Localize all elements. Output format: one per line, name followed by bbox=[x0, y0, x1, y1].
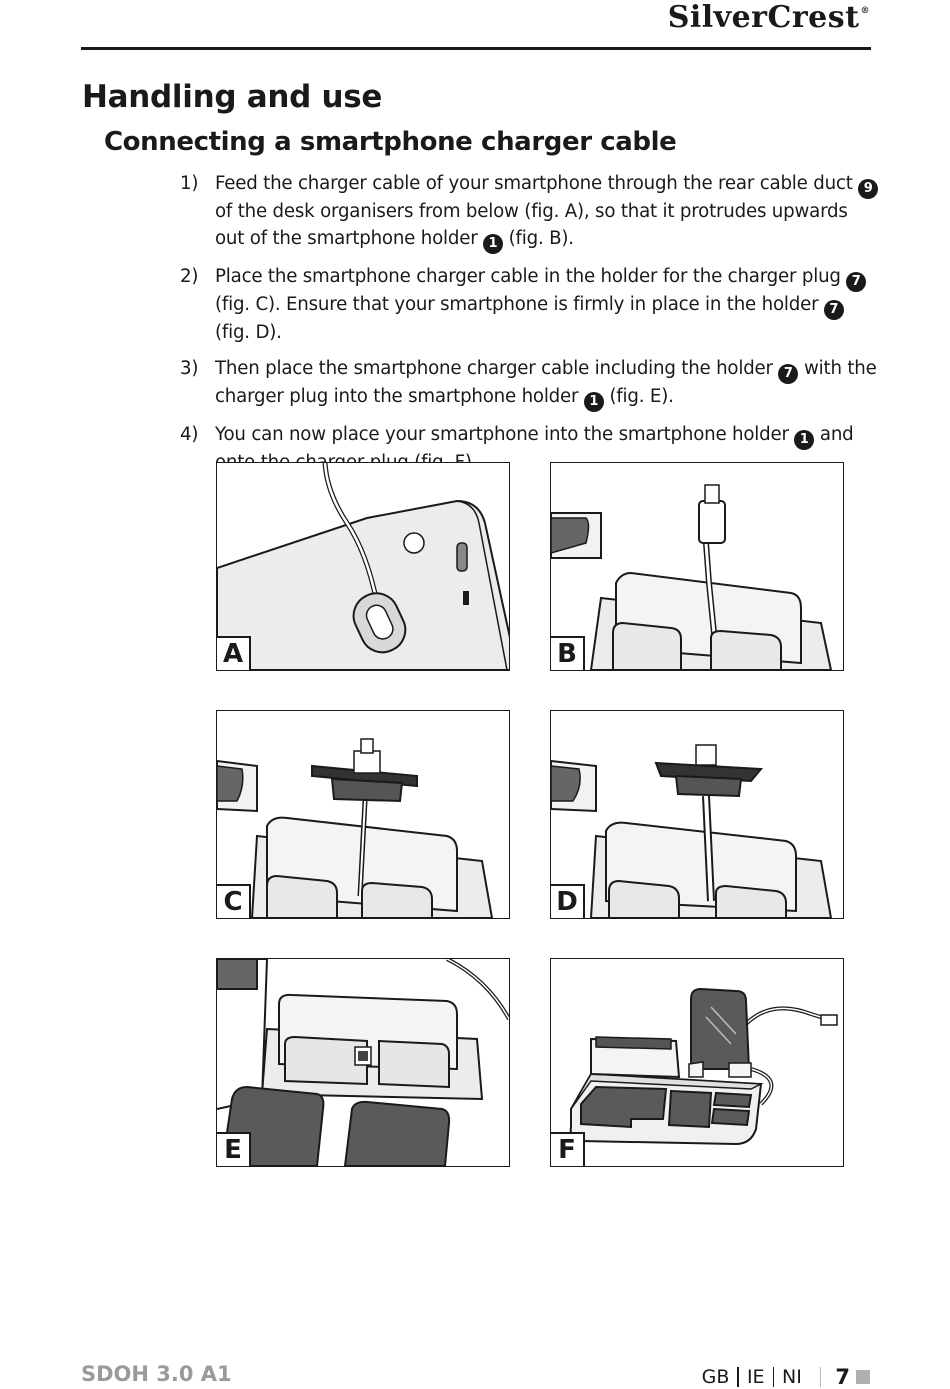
figure-f-illustration bbox=[551, 959, 843, 1166]
step-3: 3) Then place the smartphone charger cable including the holder 7 with the charger plug into the smartphone holder 1 (fig. E). bbox=[180, 356, 880, 412]
header-rule bbox=[81, 47, 871, 50]
figure-f bbox=[550, 958, 844, 1167]
figure-c bbox=[216, 710, 510, 919]
part-reference-badge: 7 bbox=[778, 364, 798, 384]
figure-c-illustration bbox=[217, 711, 509, 918]
footer-nav bbox=[702, 1365, 870, 1389]
lang-gb: GB bbox=[701, 1366, 730, 1388]
figure-e bbox=[216, 958, 510, 1167]
figure-label: E bbox=[217, 1132, 251, 1166]
divider bbox=[820, 1367, 822, 1387]
model-number: SDOH 3.0 A1 bbox=[81, 1362, 232, 1386]
figure-b-illustration bbox=[551, 463, 843, 670]
figure-b bbox=[550, 462, 844, 671]
part-reference-badge: 7 bbox=[846, 272, 866, 292]
step-number: 2) bbox=[180, 265, 199, 287]
part-reference-badge: 1 bbox=[794, 430, 814, 450]
figure-e-illustration bbox=[217, 959, 509, 1166]
step-number: 1) bbox=[180, 173, 199, 194]
page-number: 7 bbox=[835, 1365, 850, 1389]
subsection-title: Connecting a smartphone charger cable bbox=[104, 127, 677, 157]
section-title: Handling and use bbox=[82, 79, 383, 115]
figure-label: F bbox=[551, 1132, 585, 1166]
brand-logo bbox=[668, 0, 870, 35]
step-number: 4) bbox=[180, 424, 199, 445]
lang-ni: NI bbox=[782, 1366, 802, 1388]
part-reference-badge: 1 bbox=[483, 234, 503, 254]
figure-d-illustration bbox=[551, 711, 843, 918]
instruction-steps bbox=[180, 171, 880, 487]
part-reference-badge: 7 bbox=[824, 300, 844, 320]
divider bbox=[773, 1367, 775, 1387]
figure-a bbox=[216, 462, 510, 671]
step-number: 3) bbox=[180, 358, 199, 379]
figure-label: B bbox=[551, 636, 585, 670]
figure-d bbox=[550, 710, 844, 919]
figure-label: D bbox=[551, 884, 585, 918]
lang-ie: IE bbox=[746, 1366, 765, 1388]
figure-a-illustration bbox=[217, 463, 509, 670]
part-reference-badge: 1 bbox=[584, 392, 604, 412]
step-2: 2) Place the smartphone charger cable in the holder for the charger plug 7 (fig. C). Ensure that your smartphone is firmly in place in the holder 7 (fig. D). bbox=[180, 264, 880, 347]
registered-mark: ® bbox=[860, 6, 870, 16]
divider bbox=[737, 1367, 739, 1387]
figure-label: C bbox=[217, 884, 251, 918]
step-1: 1) Feed the charger cable of your smartphone through the rear cable duct 9 of the desk organisers from below (fig. A), so that it protrudes upwards out of the smartphone holder 1 (fig. B). bbox=[180, 171, 880, 254]
step-4: 4) You can now place your smartphone into the smartphone holder 1 and bbox=[180, 422, 880, 477]
brand-name: SilverCrest bbox=[667, 0, 860, 35]
page-square-icon bbox=[856, 1370, 870, 1384]
part-reference-badge: 9 bbox=[858, 179, 878, 199]
figure-label: A bbox=[217, 636, 251, 670]
